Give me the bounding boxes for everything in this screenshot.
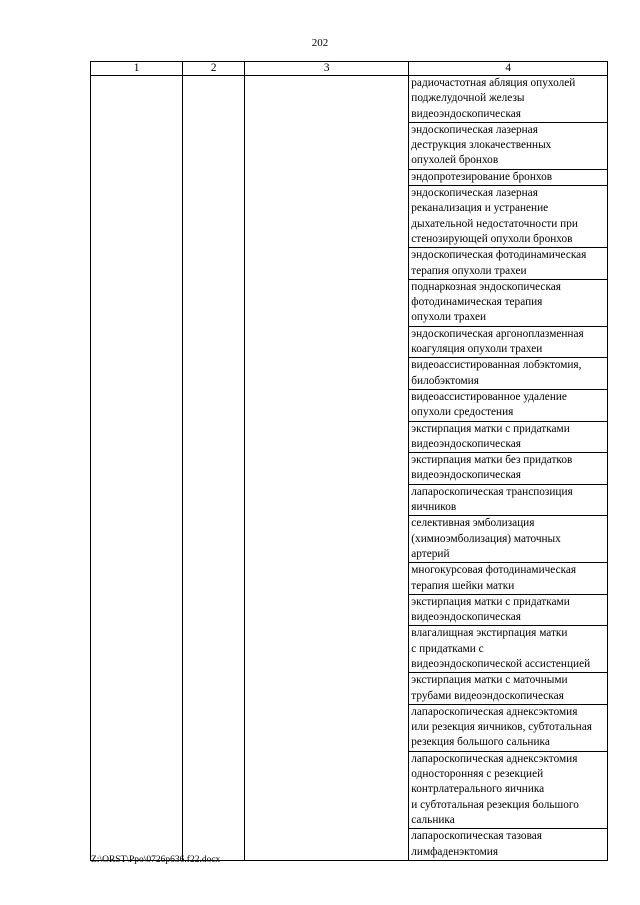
column-header-4: 4 — [409, 62, 608, 76]
column-header-1: 1 — [91, 62, 183, 76]
procedure-cell: лапароскопическая тазовая лимфаденэктомия — [409, 829, 608, 861]
empty-cell-col2 — [183, 76, 245, 861]
column-header-3: 3 — [245, 62, 409, 76]
procedure-cell: поднаркозная эндоскопическая фотодинамическая терапия опухоли трахеи — [409, 279, 608, 326]
procedure-cell: селективная эмболизация (химиоэмболизация) маточных артерий — [409, 516, 608, 563]
procedure-cell: лапароскопическая аднексэктомия или резекция яичников, субтотальная резекция большого сальника — [409, 704, 608, 751]
column-header-2: 2 — [183, 62, 245, 76]
table-row — [91, 76, 608, 123]
procedure-cell: видеоассистированная лобэктомия, билобэктомия — [409, 358, 608, 390]
procedure-cell: эндоскопическая аргоноплазменная коагуляция опухоли трахеи — [409, 326, 608, 358]
procedure-cell: многокурсовая фотодинамическая терапия шейки матки — [409, 563, 608, 595]
procedure-cell: лапароскопическая аднексэктомия односторонняя с резекцией контрлатерального яичника и субтотальная резекция большого сальника — [409, 751, 608, 828]
table-header-row — [91, 62, 608, 76]
procedure-cell: экстирпация матки без придатков видеоэндоскопическая — [409, 453, 608, 485]
procedure-cell: экстирпация матки с маточными трубами видеоэндоскопическая — [409, 673, 608, 705]
procedure-cell: эндопротезирование бронхов — [409, 169, 608, 185]
procedures-table — [90, 61, 608, 861]
procedure-cell: экстирпация матки с придатками видеоэндоскопическая — [409, 421, 608, 453]
procedure-cell: эндоскопическая лазерная деструкция злокачественных опухолей бронхов — [409, 122, 608, 169]
procedure-cell: экстирпация матки с придатками видеоэндоскопическая — [409, 594, 608, 626]
procedure-cell: радиочастотная абляция опухолей поджелудочной железы видеоэндоскопическая — [409, 76, 608, 123]
page-number: 202 — [311, 37, 329, 49]
procedure-cell: эндоскопическая лазерная реканализация и устранение дыхательной недостаточности при стенозирующей опухоли бронхов — [409, 186, 608, 248]
document-file-path: Z:\ORST\Ppo\0726p636.f22.docx — [91, 855, 221, 865]
empty-cell-col3 — [245, 76, 409, 861]
empty-cell-col1 — [91, 76, 183, 861]
procedure-cell: влагалищная экстирпация матки с придатками с видеоэндоскопической ассистенцией — [409, 626, 608, 673]
procedure-cell: видеоассистированное удаление опухоли средостения — [409, 389, 608, 421]
procedure-cell: лапароскопическая транспозиция яичников — [409, 484, 608, 516]
procedure-cell: эндоскопическая фотодинамическая терапия опухоли трахеи — [409, 248, 608, 280]
